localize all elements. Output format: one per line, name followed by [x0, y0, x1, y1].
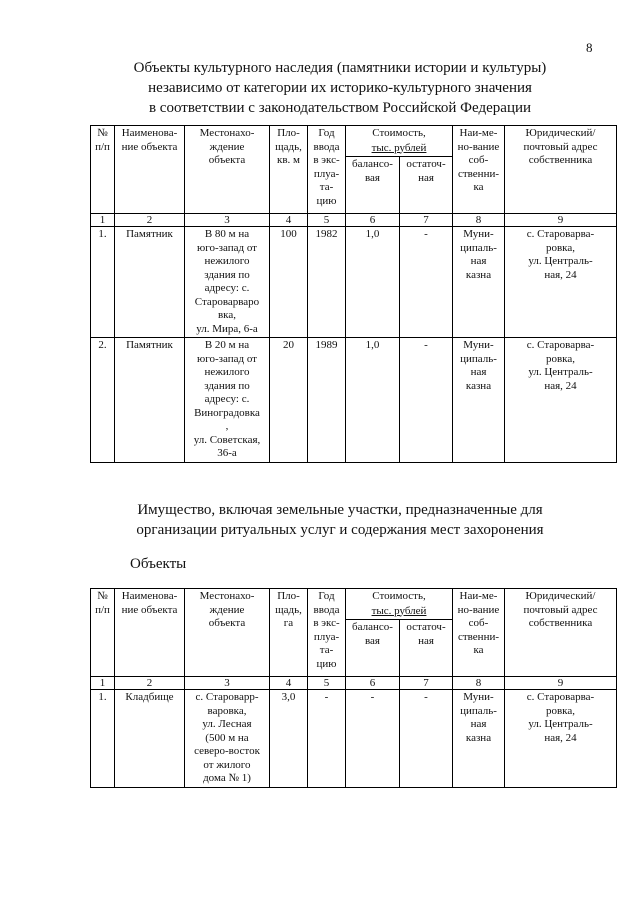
cell-area: 100: [270, 227, 308, 338]
cell-owner: Муни- ципаль- ная казна: [453, 227, 505, 338]
section2-heading: [60, 500, 620, 540]
header-address: Юридический/ почтовый адрес собственника: [505, 126, 617, 214]
cell-residual: -: [400, 227, 453, 338]
page-number: 8: [586, 40, 593, 55]
header-cost-residual: остаточ- ная: [400, 157, 453, 214]
cell-name: Памятник: [115, 338, 185, 463]
header-area: Пло- щадь, га: [270, 589, 308, 677]
cell-residual: -: [400, 690, 453, 788]
header-cost: Стоимость,: [346, 126, 453, 141]
section2-title-line: организации ритуальных услуг и содержания мест захоронения: [136, 522, 544, 538]
column-number: 8: [453, 214, 505, 227]
cell-location: В 80 м на юго-запад от нежилого здания по адресу: с. Староварваро вка, ул. Мира, 6-а: [185, 227, 270, 338]
cell-num: 2.: [91, 338, 115, 463]
cell-name: Памятник: [115, 227, 185, 338]
column-number: 3: [185, 214, 270, 227]
section1-heading: [60, 58, 620, 118]
cost-unit-label: тыс. рублей: [371, 604, 427, 617]
table-header-row: [91, 589, 617, 604]
cell-year: -: [308, 690, 346, 788]
column-number: 4: [270, 214, 308, 227]
column-number: 9: [505, 214, 617, 227]
cell-residual: -: [400, 338, 453, 463]
column-number: 1: [91, 677, 115, 690]
header-cost-book: балансо- вая: [346, 620, 400, 677]
header-location: Местонахо- ждение объекта: [185, 126, 270, 214]
header-cost-book: балансо- вая: [346, 157, 400, 214]
column-number: 6: [346, 214, 400, 227]
header-owner: Наи-ме- но-вание соб- ственни- ка: [453, 126, 505, 214]
section2-title-line: Имущество, включая земельные участки, предназначенные для: [137, 502, 543, 518]
section1-title-line: независимо от категории их историко-культурного значения: [148, 80, 532, 96]
column-number-row: [91, 214, 617, 227]
column-number: 8: [453, 677, 505, 690]
cell-address: с. Староварва- ровка, ул. Централь- ная, 24: [505, 338, 617, 463]
table-header-row: [91, 126, 617, 141]
table-row: [91, 690, 617, 788]
cell-year: 1989: [308, 338, 346, 463]
header-address: Юридический/ почтовый адрес собственника: [505, 589, 617, 677]
header-cost-unit: [346, 604, 453, 620]
header-location: Местонахо- ждение объекта: [185, 589, 270, 677]
column-number: 7: [400, 677, 453, 690]
objects-subtitle: Объекты: [130, 556, 187, 572]
header-cost-unit: [346, 141, 453, 157]
cell-owner: Муни- ципаль- ная казна: [453, 338, 505, 463]
column-number: 4: [270, 677, 308, 690]
header-num: № п/п: [91, 589, 115, 677]
column-number: 3: [185, 677, 270, 690]
header-name: Наименова- ние объекта: [115, 589, 185, 677]
column-number: 5: [308, 214, 346, 227]
header-cost: Стоимость,: [346, 589, 453, 604]
header-area: Пло- щадь, кв. м: [270, 126, 308, 214]
header-owner: Наи-ме- но-вание соб- ственни- ка: [453, 589, 505, 677]
cell-num: 1.: [91, 227, 115, 338]
column-number: 1: [91, 214, 115, 227]
section1-title-line: Объекты культурного наследия (памятники истории и культуры): [133, 60, 547, 76]
header-num: № п/п: [91, 126, 115, 214]
cell-area: 3,0: [270, 690, 308, 788]
cell-book: 1,0: [346, 227, 400, 338]
cell-year: 1982: [308, 227, 346, 338]
cell-address: с. Староварва- ровка, ул. Централь- ная, 24: [505, 227, 617, 338]
header-name: Наименова- ние объекта: [115, 126, 185, 214]
header-year: Год ввода в экс- плуа- та- цию: [308, 589, 346, 677]
cell-book: -: [346, 690, 400, 788]
cell-name: Кладбище: [115, 690, 185, 788]
cell-area: 20: [270, 338, 308, 463]
cost-unit-label: тыс. рублей: [371, 141, 427, 154]
column-number-row: [91, 677, 617, 690]
table-row: [91, 227, 617, 338]
header-year: Год ввода в экс- плуа- та- цию: [308, 126, 346, 214]
cell-location: В 20 м на юго-запад от нежилого здания по адресу: с. Виноградовка , ул. Советская, 36-а: [185, 338, 270, 463]
column-number: 2: [115, 677, 185, 690]
column-number: 5: [308, 677, 346, 690]
table-row: [91, 338, 617, 463]
cell-owner: Муни- ципаль- ная казна: [453, 690, 505, 788]
header-cost-residual: остаточ- ная: [400, 620, 453, 677]
column-number: 6: [346, 677, 400, 690]
cell-address: с. Староварва- ровка, ул. Централь- ная, 24: [505, 690, 617, 788]
section1-title-line: в соответствии с законодательством Российской Федерации: [148, 100, 532, 116]
column-number: 9: [505, 677, 617, 690]
ritual-property-table: [90, 588, 617, 788]
column-number: 7: [400, 214, 453, 227]
cell-book: 1,0: [346, 338, 400, 463]
column-number: 2: [115, 214, 185, 227]
cell-location: с. Староварр- варовка, ул. Лесная (500 м на северо-восток от жилого дома № 1): [185, 690, 270, 788]
cell-num: 1.: [91, 690, 115, 788]
cultural-heritage-table: [90, 125, 617, 463]
